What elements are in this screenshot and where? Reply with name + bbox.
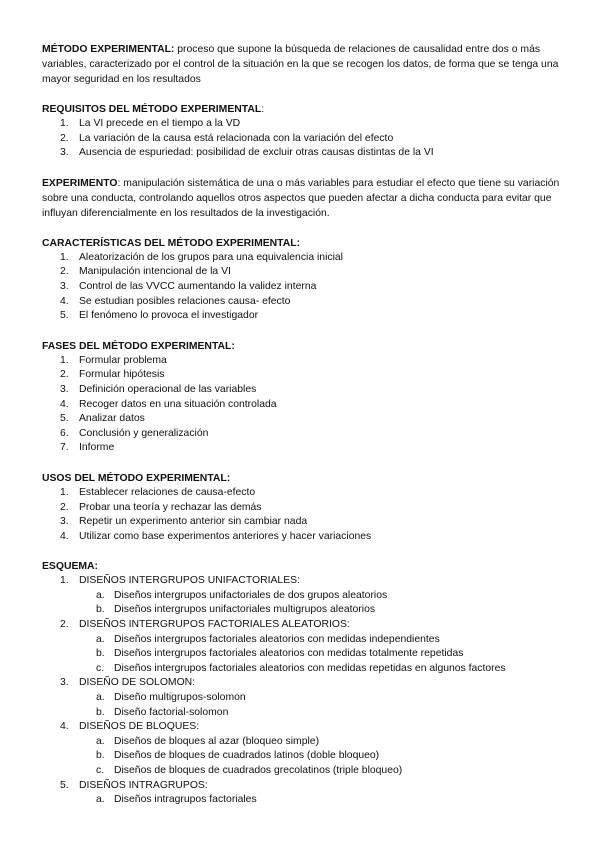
intro-paragraph	[42, 42, 562, 87]
document-page	[42, 42, 562, 808]
list-item: 5. Analizar datos	[60, 413, 145, 425]
list-item: b. Diseños de bloques de cuadrados latinos (doble bloqueo)	[96, 750, 380, 762]
esquema-group: 3. DISEÑO DE SOLOMON:	[60, 677, 196, 689]
list-item: 2. La variación de la causa está relacionada con la variación del efecto	[60, 132, 394, 144]
list-item: 1. Establecer relaciones de causa-efecto	[60, 486, 256, 498]
list-item: 4. Se estudian posibles relaciones causa- efecto	[60, 295, 291, 307]
experimento-paragraph	[42, 176, 562, 221]
list-item: 3. Repetir un experimento anterior sin cambiar nada	[60, 516, 308, 528]
list-item: 7. Informe	[60, 442, 115, 454]
list-item: 3. Control de las VVCC aumentando la validez interna	[60, 280, 317, 292]
esquema-list	[42, 618, 562, 633]
list-item: 6. Conclusión y generalización	[60, 427, 209, 439]
experimento-text: : manipulación sistemática de una o más variables para estudiar el efecto que tiene su variación sobre una conducta, controlando aquellos otros aspectos que pueden afectar a dicha conducta para evitar que influyan diferencialmente en los resultados de la investigación.	[42, 177, 560, 219]
esquema-list	[42, 720, 562, 735]
list-item: b. Diseños intergrupos factoriales aleatorios con medidas totalmente repetidas	[96, 648, 464, 660]
list-item: a. Diseños intergrupos unifactoriales de dos grupos aleatorios	[96, 589, 388, 601]
list-item: a. Diseños intergrupos factoriales aleatorios con medidas independientes	[96, 633, 440, 645]
list-item: c. Diseños intergrupos factoriales aleatorios con medidas repetidas en algunos factores	[96, 662, 506, 674]
esquema-list	[42, 574, 562, 589]
list-item: 2. Probar una teoría y rechazar las demás	[60, 501, 262, 513]
intro-text: proceso que supone la búsqueda de relaciones de causalidad entre dos o más variables, caracterizado por el control de la situación en la que se recogen los datos, de forma que se tenga una mayor seguridad en los resultados	[42, 44, 559, 85]
list-item: 1. La VI precede en el tiempo a la VD	[60, 118, 241, 129]
requisitos-heading	[42, 102, 562, 117]
esquema-group: 4. DISEÑOS DE BLOQUES:	[60, 721, 200, 733]
list-item: 4. Recoger datos en una situación controlada	[60, 398, 277, 410]
list-item: b. Diseño factorial-solomon	[96, 706, 229, 718]
esquema-group: 2. DISEÑOS INTERGRUPOS FACTORIALES ALEATORIOS:	[60, 619, 350, 631]
list-item: a. Diseños de bloques al azar (bloqueo simple)	[96, 735, 320, 747]
list-item: a. Diseños intragrupos factoriales	[96, 794, 257, 806]
esquema-heading: ESQUEMA:	[42, 561, 98, 573]
usos-heading: USOS DEL MÉTODO EXPERIMENTAL:	[42, 472, 231, 484]
list-item: 3. Definición operacional de las variables	[60, 383, 257, 395]
esquema-sublist	[42, 633, 562, 677]
caracteristicas-heading: CARACTERÍSTICAS DEL MÉTODO EXPERIMENTAL:	[42, 237, 301, 249]
esquema-sublist	[42, 793, 562, 808]
usos-list	[42, 486, 562, 544]
list-item: c. Diseños de bloques de cuadrados grecolatinos (triple bloqueo)	[96, 765, 403, 776]
intro-term: MÉTODO EXPERIMENTAL:	[42, 44, 175, 55]
list-item: 2. Formular hipótesis	[60, 369, 165, 381]
esquema-group: 1. DISEÑOS INTERGRUPOS UNIFACTORIALES:	[60, 575, 300, 587]
esquema-list	[42, 779, 562, 794]
requisitos-colon: :	[261, 104, 265, 115]
esquema-sublist	[42, 589, 562, 618]
list-item: 1. Formular problema	[60, 354, 167, 366]
list-item: 4. Utilizar como base experimentos anteriores y hacer variaciones	[60, 530, 372, 542]
requisitos-title: REQUISITOS DEL MÉTODO EXPERIMENTAL	[42, 104, 262, 115]
esquema-sublist	[42, 735, 562, 779]
list-item: b. Diseños intergrupos unifactoriales multigrupos aleatorios	[96, 604, 376, 616]
list-item: 5. El fenómeno lo provoca el investigador	[60, 310, 259, 322]
list-item: 2. Manipulación intencional de la VI	[60, 266, 231, 278]
experimento-term: EXPERIMENTO	[42, 177, 118, 189]
list-item: a. Diseño multigrupos-solomon	[96, 692, 246, 704]
fases-list	[42, 354, 562, 456]
list-item: 3. Ausencia de espuriedad: posibilidad de excluir otras causas distintas de la VI	[60, 147, 434, 159]
caracteristicas-list	[42, 251, 562, 324]
esquema-group: 5. DISEÑOS INTRAGRUPOS:	[60, 779, 208, 791]
fases-heading: FASES DEL MÉTODO EXPERIMENTAL:	[42, 340, 235, 352]
esquema-sublist	[42, 691, 562, 720]
requisitos-list	[42, 117, 562, 161]
list-item: 1. Aleatorización de los grupos para una equivalencia inicial	[60, 251, 343, 263]
esquema-list	[42, 676, 562, 691]
